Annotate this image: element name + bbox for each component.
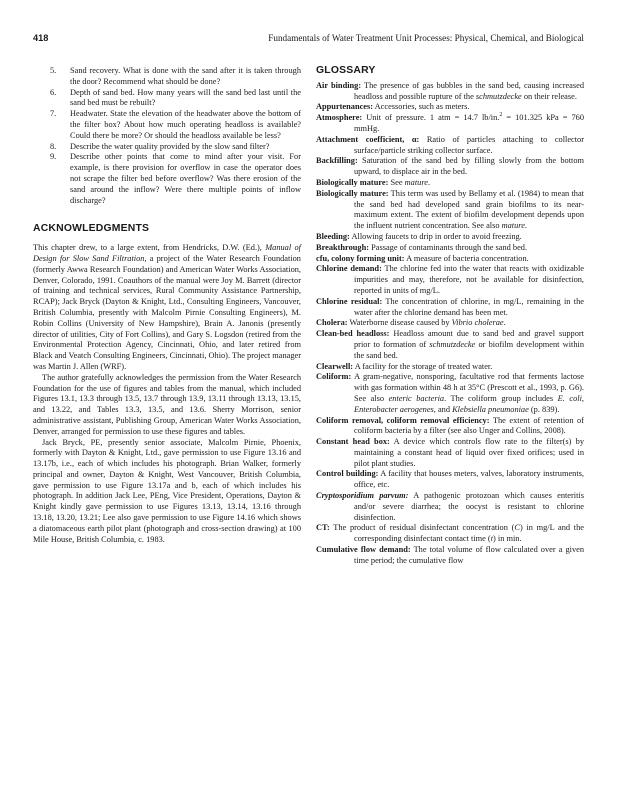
list-item	[50, 142, 301, 153]
glossary-entry: Constant head box: A device which controls flow rate to the filter(s) by maintaining a constant head of liquid over fixed orifices; used in pilot plant studies.	[316, 437, 584, 468]
glossary-entry: Atmosphere: Unit of pressure. 1 atm = 14.7 lb/in.$^2$ = 101.325 kPa = 760 mmHg.	[316, 112, 585, 133]
glossary-heading: GLOSSARY	[316, 65, 376, 76]
list-item	[50, 109, 301, 141]
ack-paragraph-2: The author gratefully acknowledges the permission from the Water Research Foundation for the use of figures and tables from the manual, which included Figures 13.1, 13.3 through 13.5, 13.7 through 13.9, 13.11 through 13.13, 13.15, and 13.22, and Tables 13.3, 13.5, and 13.6. Sherry Morrison, senior administrative assistant, Publishing Group, American Water Works Association, Denver, arranged for permission to use these figures and tables.	[33, 372, 301, 436]
glossary-entry: Biologically mature: This term was used by Bellamy et al. (1984) to mean that the sand bed had developed sand grain biofilms to its near-maximum extent. The extent of biofilm development depends upon the influent nutrient concentration. See also mature.	[316, 188, 584, 231]
question-text: Headwater. State the elevation of the headwater above the bottom of the filter box? About how much operating headloss is available? Could there be more? Or should the headloss available be less?	[70, 109, 301, 140]
question-list	[33, 66, 301, 206]
glossary-entry: Cumulative flow demand: The total volume of flow calculated over a given time period; the cumulative flow	[316, 545, 584, 565]
question-number: 9.	[50, 152, 57, 162]
glossary-entry: Air binding: The presence of gas bubbles in the sand bed, causing increased headloss and possible rupture of the schmutzdecke on their release.	[316, 80, 585, 101]
glossary-entry: Clearwell: A facility for the storage of treated water.	[316, 361, 493, 371]
running-title: Fundamentals of Water Treatment Unit Processes: Physical, Chemical, and Biological	[268, 33, 584, 43]
question-text: Depth of sand bed. How many years will the sand bed last until the sand bed must be rebuilt?	[70, 87, 301, 108]
list-item	[50, 88, 301, 110]
question-text: Describe other points that come to mind after your visit. For example, is there provision for overflow in case the operator does not scrape the filter bed before overflow? Was there erosion of the sand around the inflow? Were there multiple points of inflow discharge?	[70, 152, 301, 205]
glossary-entry: Chlorine residual: The concentration of chlorine, in mg/L, remaining in the water after the chlorine demand has been met.	[316, 296, 584, 317]
glossary-entry: Clean-bed headloss: Headloss amount due to sand bed and gravel support prior to formation of schmutzdecke or biofilm development within the sand bed.	[316, 329, 584, 360]
glossary-entry: cfu, colony forming unit: A measure of bacteria concentration.	[316, 253, 529, 263]
question-number: 6.	[50, 87, 57, 97]
ack-paragraph-1: This chapter drew, to a large extent, from Hendricks, D.W. (Ed.), Manual of Design for Slow Sand Filtration, a project of the Water Research Foundation (formerly Awwa Research Foundation) and American Water Works Association, Denver, Colorado, 1991. Coauthors of the manual were Joy M. Barrett (director of training and technical services, Rural Community Assistance Partnership, RCAP); Jack Bryck (Dayton & Knight, Ltd., Consulting Engineers, Vancouver, British Columbia, presently with Malcolm Pirnie Consulting Engineers), M. Robin Collins (University of New Hampshire), Brain A. Janonis (presently director of utilities, City of Fort Collins), and Gary S. Logsdon (retired from the Environmental Protection Agency, Cincinnati, Ohio, and later retired from Black and Veatch Consulting Engineers, Cincinnati, Ohio). The project manager was Martin J. Allen (WRF).	[33, 243, 302, 371]
glossary-entry: Chlorine demand: The chlorine fed into the water that reacts with oxidizable impurities and may, therefore, not be available for disinfection, reported in units of mg/L.	[316, 264, 584, 295]
question-number: 7.	[50, 109, 57, 119]
glossary-entry: Cholera: Waterborne disease caused by Vibrio cholerae.	[316, 318, 506, 328]
list-item	[50, 152, 301, 206]
question-number: 5.	[50, 66, 57, 75]
question-text: Describe the water quality provided by the slow sand filter?	[70, 141, 270, 151]
glossary-entry: Biologically mature: See mature.	[316, 177, 431, 187]
glossary-entry: Cryptosporidium parvum: A pathogenic protozoan which causes enteritis and/or severe diarrhea; the oocyst is resistant to chlorine disinfection.	[316, 491, 584, 522]
left-column	[33, 66, 301, 545]
page-number: 418	[33, 33, 49, 43]
glossary-entry: Backfilling: Saturation of the sand bed by filling slowly from the bottom upward, to displace air in the bed.	[316, 156, 584, 177]
glossary-entry: Appurtenances: Accessories, such as meters.	[316, 102, 470, 112]
list-item	[50, 66, 301, 88]
acknowledgments-heading: ACKNOWLEDGMENTS	[33, 223, 150, 235]
glossary-entry: Breakthrough: Passage of contaminants through the sand bed.	[316, 242, 528, 252]
question-number: 8.	[50, 141, 57, 151]
page-header	[33, 33, 584, 47]
glossary-entry: Bleeding: Allowing faucets to drip in order to avoid freezing.	[316, 231, 522, 241]
glossary-entry: Attachment coefficient, α: Ratio of particles attaching to collector surface/particle striking collector surface.	[316, 134, 585, 155]
ack-paragraph-3: Jack Bryck, PE, presently senior associate, Malcolm Pirnie, Phoenix, formerly with Dayton & Knight, Ltd., gave permission to use Figure 13.16 and 13.17b, i.e., each of which includes his photograph. Brian Walker, formerly principal and owner, Dayton & Knight, West Vancouver, British Columbia, gave permission to use Figure 13.17a and b, each of which includes his photograph. In addition Jack Lee, PEng, Vice President, Operations, Dayton & Knight kindly gave permission to use Figures 13.13, 13.14, 13.16 through 13.18, 13.20, 13.21; Lee also gave permission to use Figure 14.16 which shows a diatomaceous earth pilot plant (photograph and cross-section drawing) at 100 Mile House, British Columbia, c. 1983.	[33, 437, 301, 544]
right-column	[316, 66, 584, 567]
glossary-entry: Coliform: A gram-negative, nonsporing, facultative rod that ferments lactose with gas formation within 48 h at 35°C (Prescott et al., 1993, p. G6). See also enteric bacteria. The coliform group includes E. coli, Enterobacter aerogenes, and Klebsiella pneumoniae (p. 839).	[316, 372, 584, 414]
glossary-entry: Control building: A facility that houses meters, valves, laboratory instruments, office, etc.	[316, 469, 584, 490]
glossary-entry: Coliform removal, coliform removal efficiency: The extent of retention of coliform bacteria by a filter (see also Unger and Collins, 2008).	[316, 415, 584, 436]
glossary-entry: CT: The product of residual disinfectant concentration (C) in mg/L and the corresponding disinfectant contact time (t) in min.	[316, 523, 584, 544]
question-text: Sand recovery. What is done with the sand after it is taken through the door? Recommend what should be done?	[70, 66, 301, 86]
